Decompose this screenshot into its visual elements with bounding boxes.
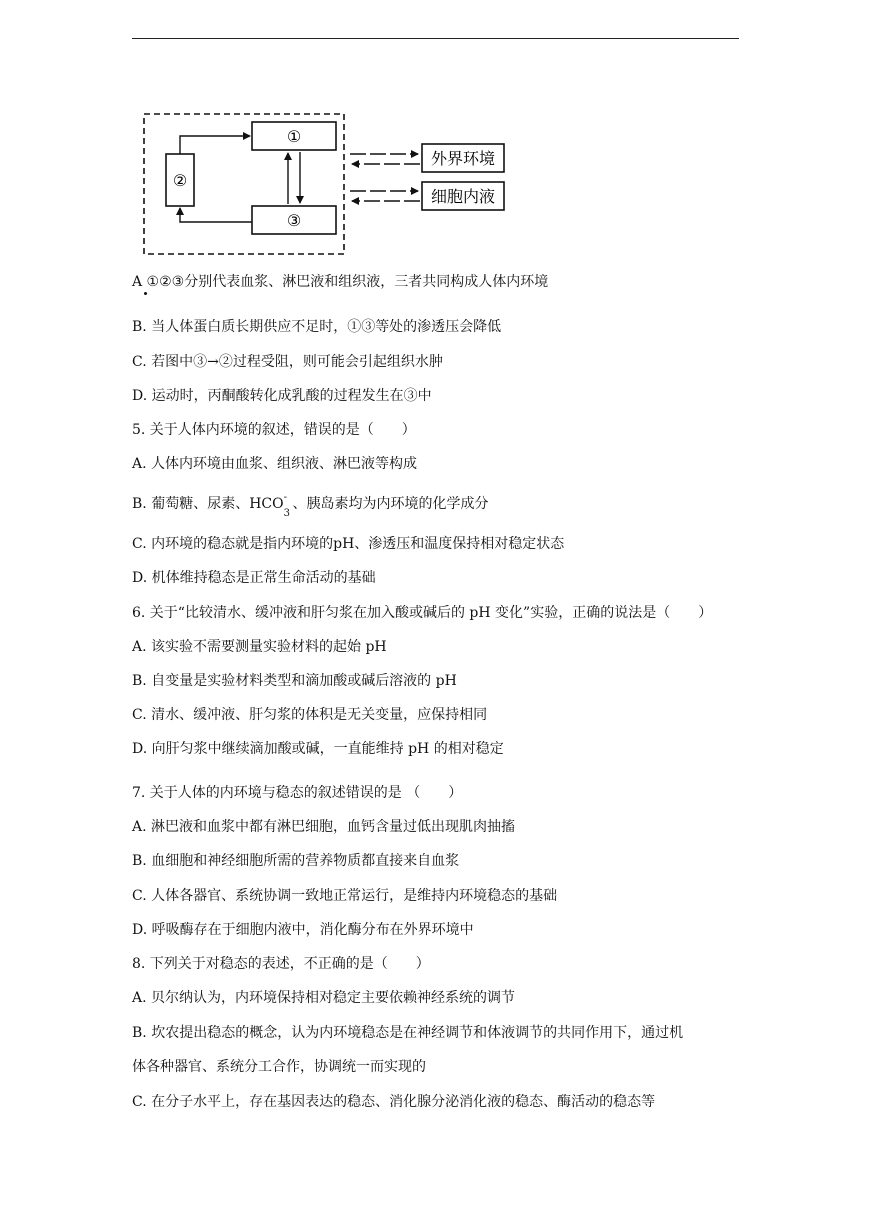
q4-option-d: D. 运动时，丙酮酸转化成乳酸的过程发生在③中	[132, 388, 432, 404]
q6-option-a: A. 该实验不需要测量实验材料的起始 pH	[132, 639, 387, 655]
q7-stem: 7. 关于人体的内环境与稳态的叙述错误的是 （ ）	[132, 785, 463, 801]
bicarbonate-charge: - 3	[283, 492, 290, 519]
arrow-3-to-2	[180, 208, 252, 222]
box-2-label: ②	[172, 171, 188, 190]
q8-stem: 8. 下列关于对稳态的表述，不正确的是（ ）	[132, 956, 430, 972]
external-env-label: 外界环境	[430, 149, 496, 168]
q5-b-pre: B. 葡萄糖、尿素、HCO	[132, 496, 284, 512]
intracellular-label: 细胞内液	[430, 187, 496, 206]
q5-stem: 5. 关于人体内环境的叙述，错误的是（ ）	[132, 422, 416, 438]
internal-environment-diagram	[140, 110, 520, 258]
q8-option-a: A. 贝尔纳认为，内环境保持相对稳定主要依赖神经系统的调节	[132, 990, 516, 1006]
q6-option-d: D. 向肝匀浆中继续滴加酸或碱，一直能维持 pH 的相对稳定	[132, 741, 504, 757]
q5-option-c: C. 内环境的稳态就是指内环境的pH、渗透压和温度保持相对稳定状态	[132, 536, 565, 552]
q5-b-post: 、胰岛素均为内环境的化学成分	[292, 496, 489, 512]
q8-option-b-line2: 体各种器官、系统分工合作，协调统一而实现的	[132, 1059, 426, 1075]
q4-option-c: C. 若图中③→②过程受阻，则可能会引起组织水肿	[132, 354, 443, 370]
box-3-label: ③	[286, 211, 302, 230]
q7-option-d: D. 呼吸酶存在于细胞内液中，消化酶分布在外界环境中	[132, 922, 474, 938]
q8-option-c: C. 在分子水平上，存在基因表达的稳态、消化腺分泌消化液的稳态、酶活动的稳态等	[132, 1094, 656, 1110]
q8-option-b-line1: B. 坎农提出稳态的概念，认为内环境稳态是在神经调节和体液调节的共同作用下，通过机	[132, 1025, 684, 1041]
q5-option-b	[132, 492, 489, 519]
q7-option-c: C. 人体各器官、系统协调一致地正常运行，是维持内环境稳态的基础	[132, 888, 558, 904]
q4-option-a: A ①②③分别代表血浆、淋巴液和组织液，三者共同构成人体内环境	[132, 274, 549, 290]
header-rule	[132, 38, 739, 39]
q6-stem: 6. 关于“比较清水、缓冲液和肝匀浆在加入酸或碱后的 pH 变化”实验，正确的说法是（ ）	[132, 605, 713, 621]
arrow-2-to-1	[180, 136, 250, 154]
box-1-label: ①	[286, 127, 302, 146]
emphasis-dot	[144, 292, 147, 295]
q7-option-a: A. 淋巴液和血浆中都有淋巴细胞，血钙含量过低出现肌肉抽搐	[132, 819, 516, 835]
q4-option-b: B. 当人体蛋白质长期供应不足时，①③等处的渗透压会降低	[132, 319, 502, 335]
q6-option-b: B. 自变量是实验材料类型和滴加酸或碱后溶液的 pH	[132, 673, 457, 689]
q5-option-d: D. 机体维持稳态是正常生命活动的基础	[132, 570, 376, 586]
q5-option-a: A. 人体内环境由血浆、组织液、淋巴液等构成	[132, 456, 418, 472]
q7-option-b: B. 血细胞和神经细胞所需的营养物质都直接来自血浆	[132, 853, 460, 869]
q6-option-c: C. 清水、缓冲液、肝匀浆的体积是无关变量，应保持相同	[132, 707, 488, 723]
